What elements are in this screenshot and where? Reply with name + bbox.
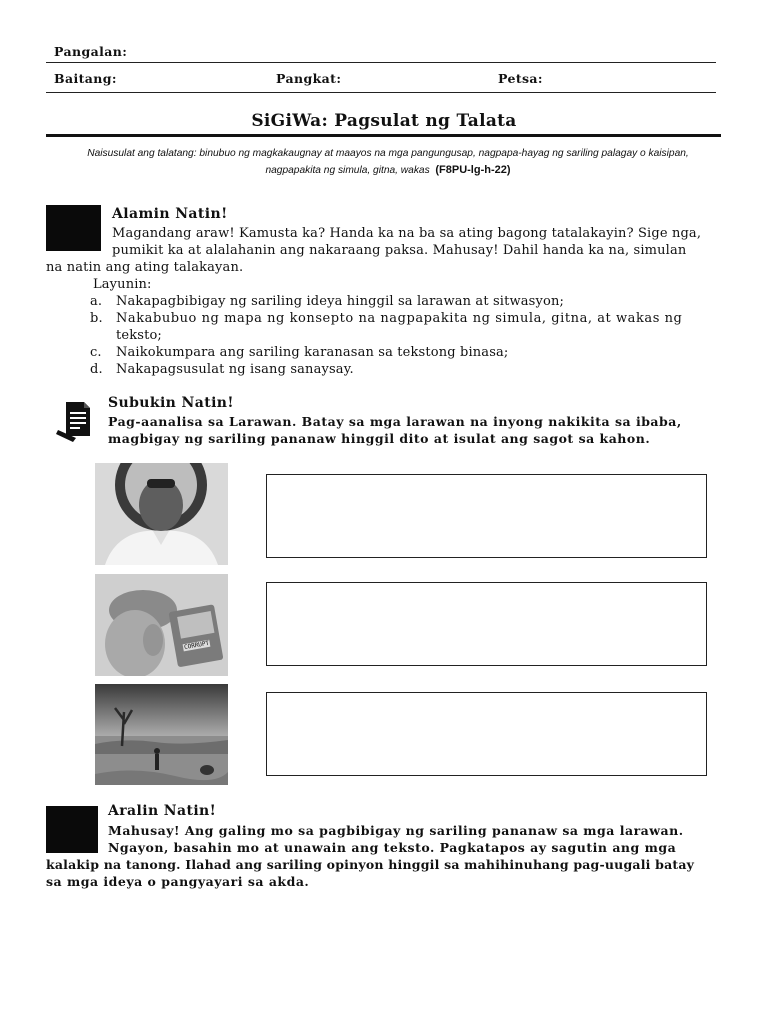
competency-line-1: Naisusulat ang talatang: binubuo ng magkakaugnay at maayos na mga pangungusap, nagpapa-hayag ng sariling palagay o kaisipan, — [87, 148, 689, 159]
header-rule-1 — [46, 62, 716, 63]
objective-letter: c. — [90, 345, 102, 360]
alamin-title: Alamin Natin! — [112, 206, 228, 222]
aralin-title: Aralin Natin! — [108, 803, 217, 819]
objective-letter: d. — [90, 362, 103, 377]
aralin-line-3: kalakip na tanong. Ilahad ang sariling opinyon hinggil sa mahihinuhang pag-uugali batay — [46, 857, 695, 872]
competency-code: (F8PU-lg-h-22) — [435, 164, 511, 176]
objective-c — [90, 344, 720, 361]
alamin-icon — [46, 205, 101, 251]
objective-text: Nakapagsusulat ng isang sanaysay. — [116, 362, 354, 377]
petsa-label: Petsa: — [498, 71, 543, 86]
subukin-title: Subukin Natin! — [108, 395, 234, 411]
alamin-line-1: Magandang araw! Kamusta ka? Handa ka na ba sa ating bagong tatalakayin? Sige nga, — [112, 226, 702, 241]
pangkat-label: Pangkat: — [276, 71, 342, 86]
aralin-line-1: Mahusay! Ang galing mo sa pagbibigay ng sariling pananaw sa mga larawan. — [108, 823, 684, 838]
landscape-drawing — [95, 684, 228, 785]
answer-box-2[interactable] — [266, 582, 707, 666]
baitang-label: Baitang: — [54, 71, 117, 86]
objective-text: Naikokumpara ang sariling karanasan sa tekstong binasa; — [116, 345, 509, 360]
subukin-line-1: Pag-aanalisa sa Larawan. Batay sa mga larawan na inyong nakikita sa ibaba, — [108, 414, 682, 429]
objective-letter: b. — [90, 311, 103, 326]
objective-text: Nakabubuo ng mapa ng konsepto na nagpapakita ng simula, gitna, at wakas ng — [116, 311, 683, 326]
alamin-line-3: na natin ang ating talakayan. — [46, 260, 244, 275]
aralin-line-2: Ngayon, basahin mo at unawain ang teksto. Pagkatapos ay sagutin ang mga — [108, 840, 677, 855]
objective-letter: a. — [90, 294, 103, 309]
title-rule — [46, 134, 721, 137]
portrait-drawing — [95, 463, 228, 565]
caricature-image — [95, 574, 228, 676]
objective-text: Nakapagbibigay ng sariling ideya hinggil sa larawan at sitwasyon; — [116, 294, 565, 309]
objective-d — [90, 361, 720, 378]
header-rule-2 — [46, 92, 716, 93]
objective-b-cont: teksto; — [116, 328, 162, 343]
competency-text: nagpapakita ng simula, gitna, wakas — [265, 165, 430, 176]
portrait-image — [95, 463, 228, 565]
objective-a — [90, 293, 720, 310]
answer-box-1[interactable] — [266, 474, 707, 558]
layunin-label: Layunin: — [93, 277, 152, 292]
writing-note-icon — [56, 400, 96, 442]
page-title: SiGiWa: Pagsulat ng Talata — [251, 111, 517, 131]
caricature-drawing — [95, 574, 228, 676]
subukin-line-2: magbigay ng sariling pananaw hinggil dito at isulat ang sagot sa kahon. — [108, 431, 651, 446]
answer-box-3[interactable] — [266, 692, 707, 776]
landscape-image — [95, 684, 228, 785]
objective-b — [90, 310, 720, 327]
alamin-line-2: pumikit ka at alalahanin ang nakaraang paksa. Mahusay! Dahil handa ka na, simulan — [112, 243, 687, 258]
aralin-icon — [46, 806, 98, 853]
pangalan-label: Pangalan: — [54, 44, 128, 59]
competency-line-2 — [62, 162, 714, 179]
competency — [62, 146, 714, 179]
aralin-line-4: sa mga ideya o pangyayari sa akda. — [46, 874, 310, 889]
caricature-sign: CORRUPT — [183, 639, 210, 652]
